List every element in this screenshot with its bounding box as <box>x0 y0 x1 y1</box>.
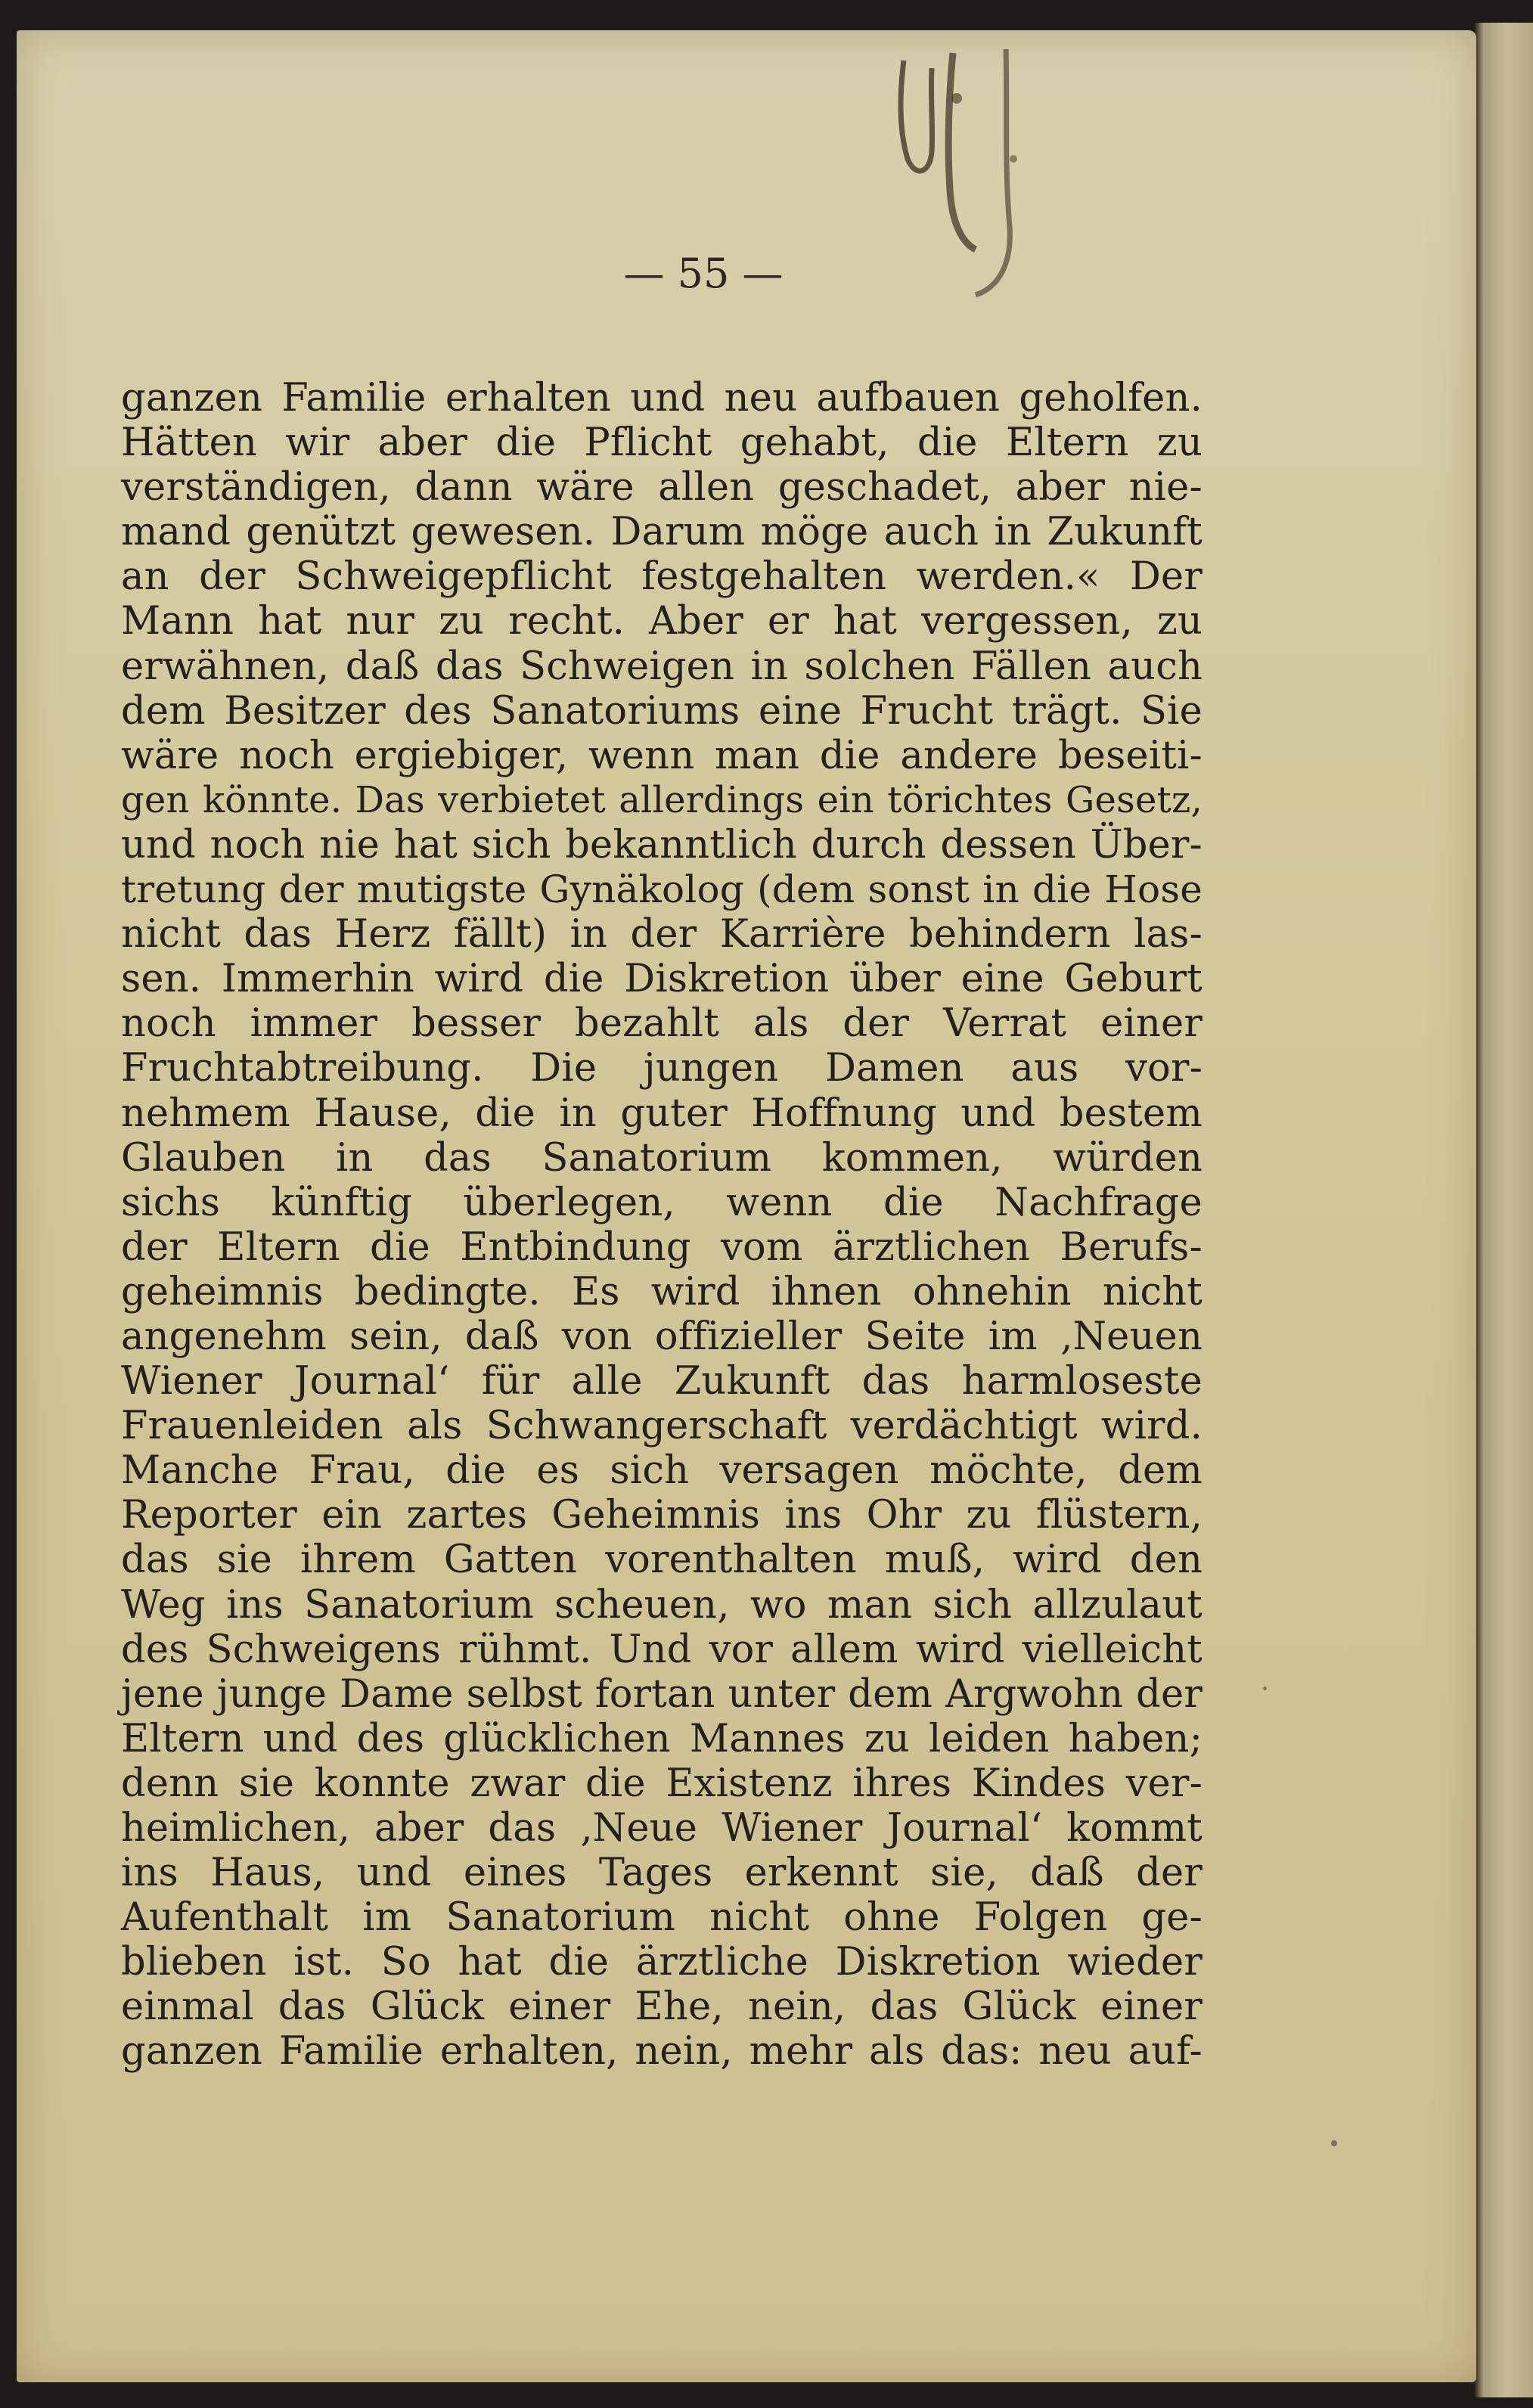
text-line: ins Haus, und eines Tages erkennt sie, daß der <box>121 1851 1203 1896</box>
text-line: Fruchtabtreibung. Die jungen Damen aus vor- <box>121 1046 1203 1091</box>
text-line: Manche Frau, die es sich versagen möchte, dem <box>121 1448 1203 1494</box>
text-line: Eltern und des glücklichen Mannes zu leiden haben; <box>121 1716 1203 1761</box>
text-line: blieben ist. So hat die ärztliche Diskretion wieder <box>121 1940 1203 1985</box>
text-line: ganzen Familie erhalten, nein, mehr als das: neu auf- <box>121 2029 1203 2074</box>
text-line: und noch nie hat sich bekanntlich durch dessen Über- <box>121 822 1203 867</box>
text-line: dem Besitzer des Sanatoriums eine Frucht trägt. Sie <box>121 688 1203 734</box>
text-line: Mann hat nur zu recht. Aber er hat vergessen, zu <box>121 599 1203 644</box>
text-line: heimlichen, aber das ‚Neue Wiener Journal‘ kommt <box>121 1806 1203 1851</box>
text-line: Hätten wir aber die Pflicht gehabt, die Eltern zu <box>121 420 1203 466</box>
text-line: jene junge Dame selbst fortan unter dem Argwohn der <box>121 1671 1203 1717</box>
text-line: sichs künftig überlegen, wenn die Nachfrage <box>121 1180 1203 1225</box>
text-line: nicht das Herz fällt) in der Karrière behindern las- <box>121 912 1203 957</box>
text-line: Glauben in das Sanatorium kommen, würden <box>121 1135 1203 1181</box>
text-line: tretung der mutigste Gynäkolog (dem sonst in die Hose <box>121 867 1203 912</box>
text-line: verständigen, dann wäre allen geschadet, aber nie- <box>121 465 1203 510</box>
body-text <box>121 376 1203 2074</box>
text-line: des Schweigens rühmt. Und vor allem wird vielleicht <box>121 1627 1203 1672</box>
page-number <box>0 250 1361 297</box>
page-number-label: — 55 — <box>623 250 784 297</box>
text-line: nehmem Hause, die in guter Hoffnung und bestem <box>121 1091 1203 1136</box>
text-line: einmal das Glück einer Ehe, nein, das Glück einer <box>121 1984 1203 2030</box>
next-page-edge <box>1475 23 1533 2397</box>
text-line: ganzen Familie erhalten und neu aufbauen geholfen. <box>121 376 1203 420</box>
text-line: Frauenleiden als Schwangerschaft verdächtigt wird. <box>121 1404 1203 1449</box>
text-line: wäre noch ergiebiger, wenn man die andere beseiti- <box>121 733 1203 778</box>
text-line: der Eltern die Entbindung vom ärztlichen Berufs- <box>121 1224 1203 1270</box>
text-line: Aufenthalt im Sanatorium nicht ohne Folgen ge- <box>121 1895 1203 1941</box>
text-line: das sie ihrem Gatten vorenthalten muß, wird den <box>121 1538 1203 1583</box>
paper-speck <box>1263 1687 1267 1690</box>
text-line: sen. Immerhin wird die Diskretion über eine Geburt <box>121 957 1203 1002</box>
text-line: Wiener Journal‘ für alle Zukunft das harmloseste <box>121 1359 1203 1404</box>
text-line: geheimnis bedingte. Es wird ihnen ohnehin nicht <box>121 1269 1203 1314</box>
paper-speck <box>1331 2140 1337 2146</box>
text-line: angenehm sein, daß von offizieller Seite im ‚Neuen <box>121 1314 1203 1359</box>
text-line: Weg ins Sanatorium scheuen, wo man sich allzulaut <box>121 1582 1203 1628</box>
text-line: erwähnen, daß das Schweigen in solchen Fällen auch <box>121 644 1203 689</box>
text-line: Reporter ein zartes Geheimnis ins Ohr zu flüstern, <box>121 1493 1203 1538</box>
text-line: noch immer besser bezahlt als der Verrat einer <box>121 1001 1203 1047</box>
text-line: an der Schweigepflicht festgehalten werden.« Der <box>121 554 1203 600</box>
text-line: denn sie konnte zwar die Existenz ihres Kindes ver- <box>121 1761 1203 1806</box>
text-line: mand genützt gewesen. Darum möge auch in Zukunft <box>121 510 1203 555</box>
text-line: gen könnte. Das verbietet allerdings ein törichtes Gesetz, <box>121 778 1203 821</box>
